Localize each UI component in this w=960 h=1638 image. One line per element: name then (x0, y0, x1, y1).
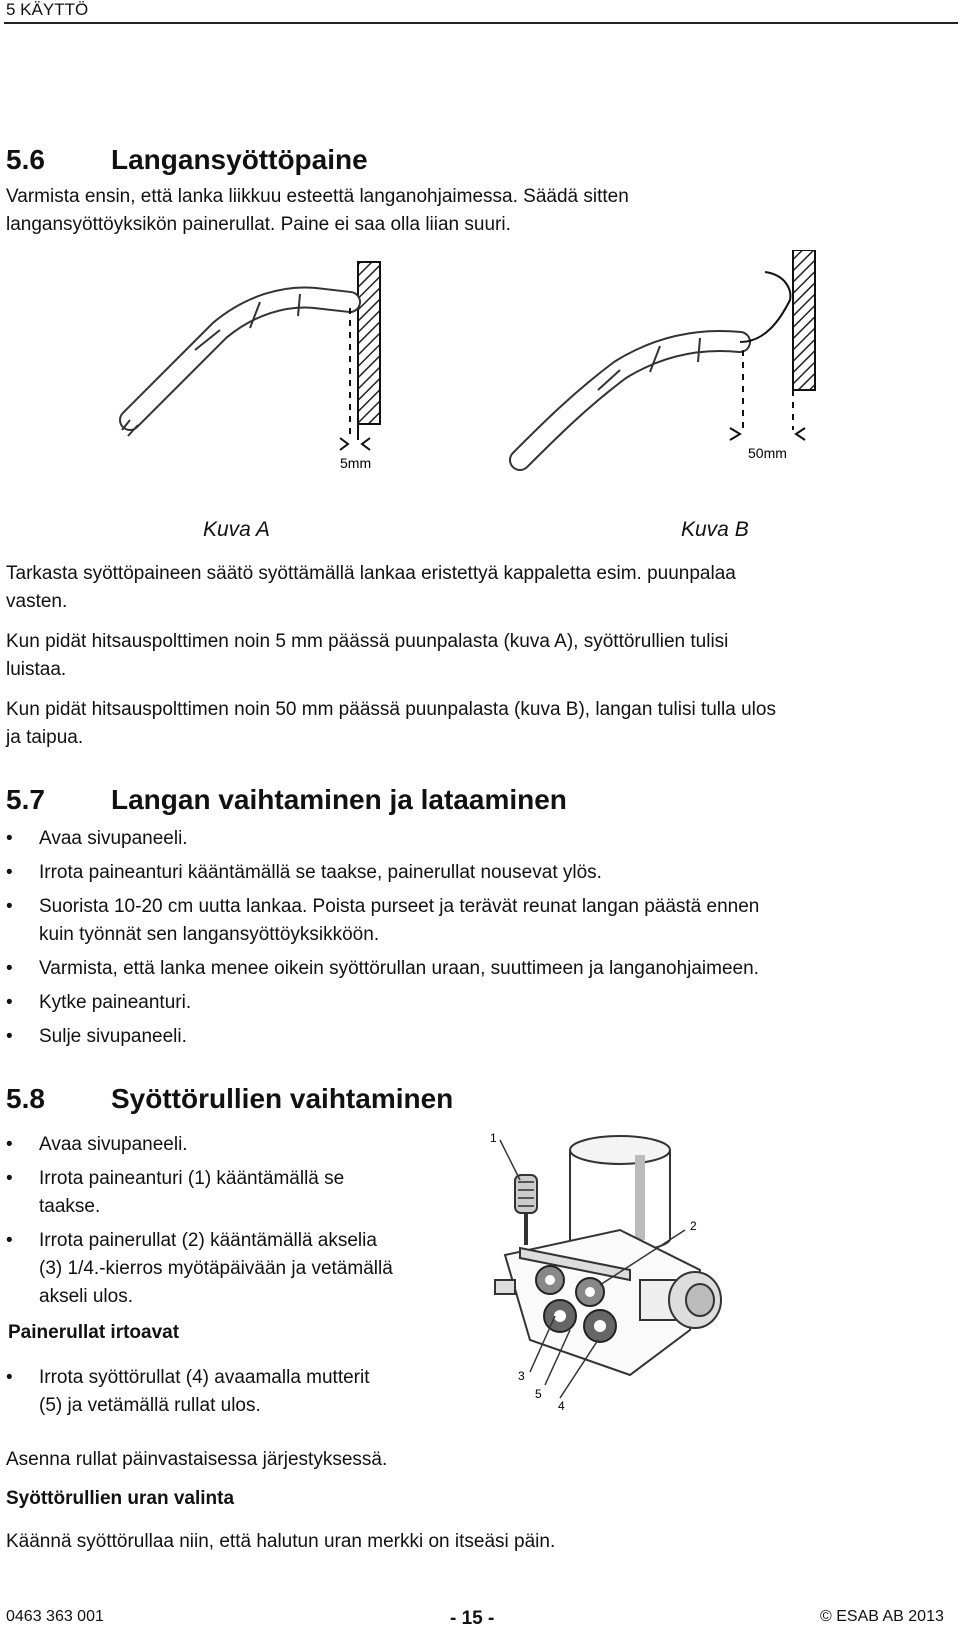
section-5-8-heading (6, 1083, 906, 1117)
callout-4: 4 (558, 1399, 565, 1413)
callout-2: 2 (690, 1219, 697, 1233)
callout-5: 5 (535, 1387, 542, 1401)
bullet-list-5-7 (6, 825, 946, 1051)
paragraph-check (6, 560, 736, 616)
sub-heading-rollers: Painerullat irtoavat (8, 1322, 180, 1343)
copyright: © ESAB AB 2013 (820, 1608, 944, 1625)
section-title: Syöttörullien vaihtaminen (111, 1083, 454, 1114)
distance-label-a: 5mm (340, 455, 372, 471)
paragraph-line: Kun pidät hitsauspolttimen noin 50 mm päässä puunpalasta (kuva B), langan tulisi tulla ulos (6, 699, 776, 720)
list-item: • Irrota paineanturi (1) kääntämällä se taakse. (6, 1168, 345, 1217)
section-5-6-heading (6, 144, 906, 178)
list-item: • Irrota paineanturi kääntämällä se taakse, painerullat nousevat ylös. (6, 862, 602, 883)
closing-paragraph: Asenna rullat päinvastaisessa järjestyksessä. (6, 1449, 388, 1470)
paragraph-line: Kun pidät hitsauspolttimen noin 5 mm päässä puunpalasta (kuva A), syöttörullien tulisi (6, 631, 729, 652)
caption-b: Kuva B (681, 518, 749, 541)
intro-line: Varmista ensin, että lanka liikkuu esteettä langanohjaimessa. Säädä sitten (6, 186, 629, 207)
section-number: 5.7 (6, 784, 45, 815)
intro-line: langansyöttöyksikön painerullat. Paine ei saa olla liian suuri. (6, 214, 511, 235)
doc-number: 0463 363 001 (6, 1608, 104, 1625)
groove-heading: Syöttörullien uran valinta (6, 1488, 235, 1509)
list-item: • Avaa sivupaneeli. (6, 1134, 188, 1155)
groove-paragraph: Käännä syöttörullaa niin, että halutun uran merkki on itseäsi päin. (6, 1531, 556, 1552)
section-number: 5.6 (6, 144, 45, 175)
header-rule (4, 22, 958, 24)
paragraph-50mm (6, 696, 776, 752)
section-5-7-heading (6, 784, 906, 818)
callout-1: 1 (490, 1131, 497, 1145)
bullet-list-5-8 (6, 1131, 476, 1311)
list-item: • Avaa sivupaneeli. (6, 828, 188, 849)
list-item: • Varmista, että lanka menee oikein syöttörullan uraan, suuttimeen ja langanohjaimeen. (6, 958, 759, 979)
wire-feeder-figure (490, 1130, 760, 1430)
list-item: • Sulje sivupaneeli. (6, 1026, 187, 1047)
list-item: • Irrota syöttörullat (4) avaamalla mutterit (5) ja vetämällä rullat ulos. (6, 1367, 370, 1416)
section-number: 5.8 (6, 1083, 45, 1114)
intro-paragraph (6, 183, 629, 239)
caption-a: Kuva A (203, 518, 270, 541)
paragraph-line: vasten. (6, 591, 68, 612)
torch-a-illustration (122, 262, 380, 450)
list-item: • Suorista 10-20 cm uutta lankaa. Poista purseet ja terävät reunat langan päästä ennen kuin työnnät sen langansyöttöyksikköön. (6, 896, 760, 945)
distance-label-b: 50mm (748, 445, 787, 461)
list-item: • Kytke paineanturi. (6, 992, 192, 1013)
paragraph-line: Tarkasta syöttöpaineen säätö syöttämällä lankaa eristettyä kappaletta esim. puunpalaa (6, 563, 736, 584)
feeder-mechanism-illustration (495, 1136, 721, 1398)
torch-distance-figure (100, 250, 860, 490)
section-title: Langan vaihtaminen ja lataaminen (111, 784, 567, 815)
list-item: • Irrota painerullat (2) kääntämällä akselia (3) 1/4.-kierros myötäpäivään ja vetämällä akseli ulos. (6, 1230, 393, 1307)
page-number: - 15 - (450, 1608, 495, 1629)
callout-3: 3 (518, 1369, 525, 1383)
chapter-header: 5 KÄYTTÖ (6, 0, 89, 19)
paragraph-5mm (6, 628, 728, 684)
bullet-list-rollers (6, 1364, 476, 1420)
paragraph-line: ja taipua. (6, 727, 84, 748)
torch-b-illustration (520, 250, 815, 460)
section-title: Langansyöttöpaine (111, 144, 368, 175)
paragraph-line: luistaa. (6, 659, 67, 680)
